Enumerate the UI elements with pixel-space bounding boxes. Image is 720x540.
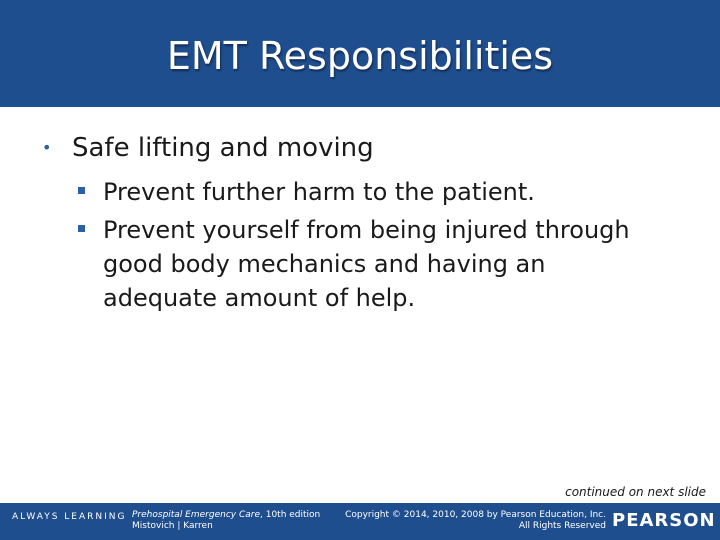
continued-note: continued on next slide bbox=[565, 485, 706, 499]
pearson-logo: PEARSON bbox=[612, 510, 716, 531]
copyright-line: Copyright © 2014, 2010, 2008 by Pearson Education, Inc. bbox=[345, 510, 606, 520]
round-bullet-icon: • bbox=[42, 138, 52, 157]
bullet-text: Safe lifting and moving bbox=[72, 133, 374, 163]
book-edition: , 10th edition bbox=[260, 510, 321, 520]
square-bullet-icon bbox=[78, 225, 85, 232]
slide-title: EMT Responsibilities bbox=[166, 34, 554, 78]
sub-bullet-text: Prevent further harm to the patient. bbox=[103, 178, 535, 206]
square-bullet-icon bbox=[78, 187, 85, 194]
sub-bullet-text: Prevent yourself from being injured through good body mechanics and having an adequate amount of help. bbox=[103, 216, 630, 312]
book-info bbox=[132, 510, 320, 532]
copyright-notice bbox=[330, 510, 606, 532]
book-title: Prehospital Emergency Care bbox=[132, 510, 260, 520]
rights-line: All Rights Reserved bbox=[518, 521, 606, 531]
book-authors: Mistovich | Karren bbox=[132, 521, 213, 531]
always-learning-tagline: ALWAYS LEARNING bbox=[12, 512, 127, 522]
